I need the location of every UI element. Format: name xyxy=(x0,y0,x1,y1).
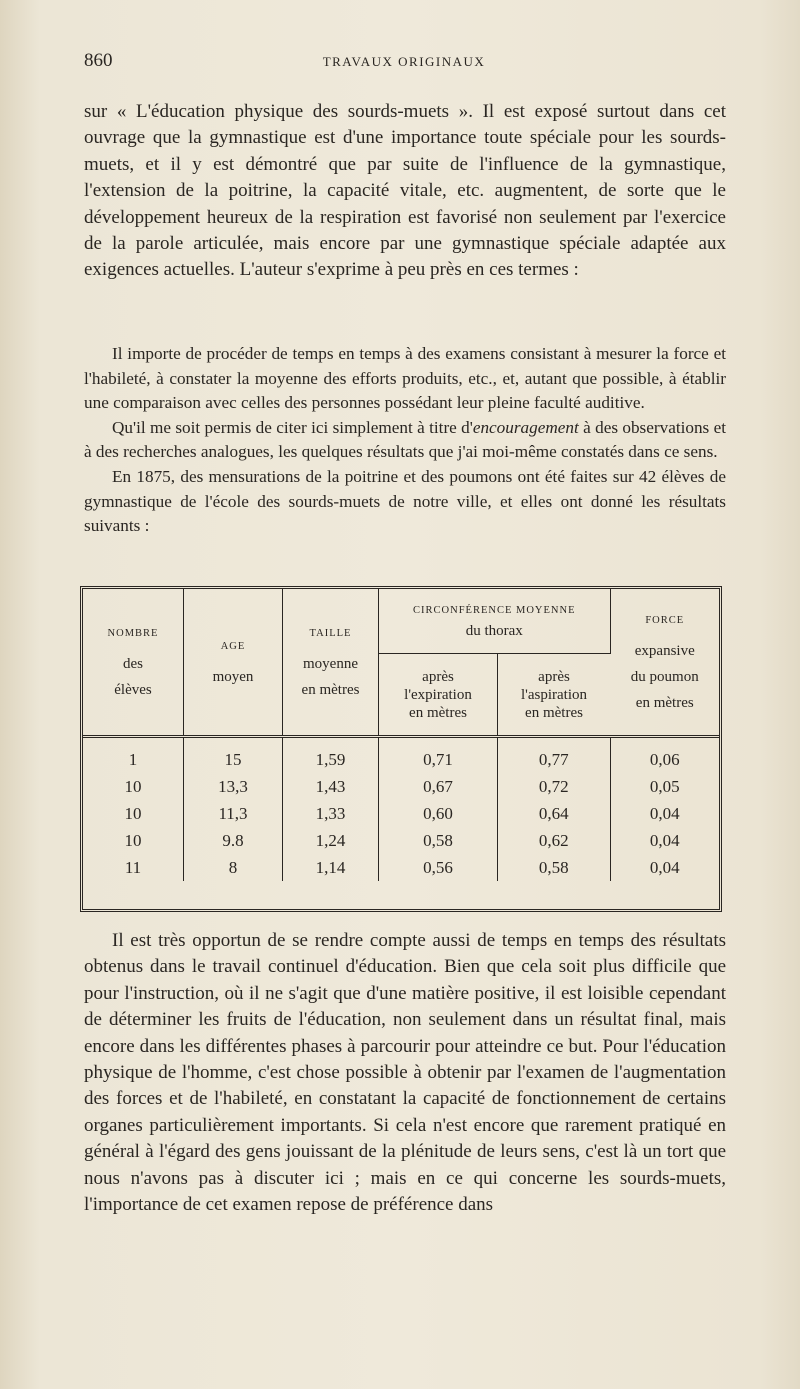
table-cell: 1 xyxy=(83,737,184,774)
header-aspi-line1: après xyxy=(538,668,570,685)
table-cell: 0,72 xyxy=(498,773,611,800)
table-cell: 10 xyxy=(83,800,184,827)
table-cell: 1,59 xyxy=(283,737,379,774)
header-expi-line2: l'expiration xyxy=(404,686,472,703)
table-cell: 0,67 xyxy=(379,773,498,800)
table-cell: 11,3 xyxy=(184,800,283,827)
header-taille-caps: TAILLE xyxy=(309,628,352,639)
header-taille-line2: en mètres xyxy=(301,682,360,698)
header-circ-line1: du thorax xyxy=(465,623,523,640)
header-nombre xyxy=(83,589,184,737)
header-force-line1: expansive xyxy=(634,643,695,659)
running-title: TRAVAUX ORIGINAUX xyxy=(322,54,486,69)
header-nombre-line2: élèves xyxy=(114,682,152,698)
table-cell: 0,77 xyxy=(498,737,611,774)
table-cell: 8 xyxy=(184,854,283,881)
table-cell: 1,14 xyxy=(283,854,379,881)
table-cell: 0,06 xyxy=(649,749,680,769)
table-cell: 11 xyxy=(83,854,184,881)
table-cell: 15 xyxy=(184,737,283,774)
table-row xyxy=(83,737,719,774)
header-aspi-line3: en mètres xyxy=(525,704,583,721)
table-cell: 0,64 xyxy=(498,800,611,827)
table-cell: 0,05 xyxy=(649,776,680,796)
table-cell: 0,58 xyxy=(498,854,611,881)
table-cell: 10 xyxy=(83,827,184,854)
table-cell: 0,62 xyxy=(498,827,611,854)
quote-p2-italic: encouragement xyxy=(472,417,579,437)
table-cell: 0,60 xyxy=(379,800,498,827)
intro-paragraph-text: sur « L'éducation physique des sourds-muets ». Il est exposé surtout dans cet ouvrage que la gymnastique est d'une importance toute spéciale pour les sourds-muets, et il y est démontré que par suite de l'influence de la gymnastique, l'extension de la poitrine, la capacité vitale, etc. augmentent, de sorte que le développement heureux de la respiration est favorisé non seulement par l'exercice de la parole articulée, mais encore par une gymnastique spéciale adaptée aux exigences actuelles. L'auteur s'exprime à peu près en ces termes : xyxy=(84,101,726,281)
header-force-line2: du poumon xyxy=(630,669,699,685)
table-cell: 13,3 xyxy=(184,773,283,800)
header-force-caps: FORCE xyxy=(645,615,685,626)
table-cell: 0,58 xyxy=(379,827,498,854)
measurements-table-grid xyxy=(83,589,719,881)
quote-paragraph-3: En 1875, des mensurations de la poitrine et des poumons ont été faites sur 42 élèves de gymnastique de l'école des sourds-muets de notre ville, et elles ont donné les résultats suivants : xyxy=(84,466,726,536)
header-aspiration xyxy=(498,654,611,737)
quote-p2-before: Qu'il me soit permis de citer ici simplement à titre d' xyxy=(112,417,473,437)
header-age-caps: AGE xyxy=(220,641,246,652)
table-cell: 0,04 xyxy=(649,830,680,850)
table-row xyxy=(83,800,719,827)
header-expi-line3: en mètres xyxy=(409,704,467,721)
header-expi-line1: après xyxy=(422,668,454,685)
header-taille xyxy=(283,589,379,737)
intro-paragraph xyxy=(84,99,726,284)
header-aspi-line2: l'aspiration xyxy=(520,686,588,703)
table-row xyxy=(83,827,719,854)
table-cell: 9.8 xyxy=(184,827,283,854)
table-cell: 0,56 xyxy=(379,854,498,881)
header-taille-line1: moyenne xyxy=(303,656,358,672)
header-circ-caps: CIRCONFÉRENCE MOYENNE xyxy=(413,605,576,617)
header-nombre-caps: NOMBRE xyxy=(107,628,159,639)
table-cell: 1,43 xyxy=(283,773,379,800)
header-force-line3: en mètres xyxy=(635,695,694,711)
page-header xyxy=(84,50,724,80)
table-body xyxy=(83,737,719,882)
table-cell: 1,33 xyxy=(283,800,379,827)
table-cell: 1,24 xyxy=(283,827,379,854)
header-age xyxy=(184,589,283,737)
header-nombre-line1: des xyxy=(123,656,143,672)
final-paragraph-text: Il est très opportun de se rendre compte aussi de temps en temps des résultats obtenus dans le travail continuel d'éducation. Bien que cela soit plus difficile que pour l'instruction, où il ne s'agit que d'une matière positive, il est loisible cependant de déterminer les fruits de l'éducation, non seulement dans un résultat final, mais encore dans les différentes phases à parcourir pour atteindre ce but. Pour l'éducation physique de l'homme, c'est chose possible à obtenir par l'examen de l'augmentation des forces et de l'habileté, en constatant la capacité de fonctionnement de certains organes particulièrement importants. Si cela n'est encore que rarement pratiqué en général à l'égard des gens jouissant de la plénitude de leurs sens, c'est là un tort que nous n'avons pas à discuter ici ; mais en ce qui concerne les sourds-muets, l'importance de cet examen repose de préférence dans xyxy=(84,930,726,1216)
table-cell: 0,71 xyxy=(379,737,498,774)
header-expiration xyxy=(379,654,498,737)
final-paragraph xyxy=(84,928,726,1218)
header-age-line1: moyen xyxy=(212,669,254,685)
table-cell: 10 xyxy=(83,773,184,800)
table-cell: 0,04 xyxy=(649,803,680,823)
quoted-passage xyxy=(84,342,726,539)
header-circonference xyxy=(379,589,611,654)
quote-paragraph-1: Il importe de procéder de temps en temps à des examens consistant à mesurer la force et l'habileté, à constater la moyenne des efforts produits, etc., et, autant que possible, à établir une comparaison avec celles des personnes possédant leur pleine faculté auditive. xyxy=(84,344,726,413)
measurements-table xyxy=(80,586,722,912)
page-number: 860 xyxy=(84,50,113,71)
table-row xyxy=(83,773,719,800)
header-force xyxy=(610,589,719,737)
quote-paragraph-2 xyxy=(84,416,726,465)
table-row xyxy=(83,854,719,881)
quote-p2-after: à des observations et à des recherches analogues, les quelques résultats que j'ai moi-même constatés dans ce sens. xyxy=(84,417,726,462)
table-cell: 0,04 xyxy=(649,857,680,877)
